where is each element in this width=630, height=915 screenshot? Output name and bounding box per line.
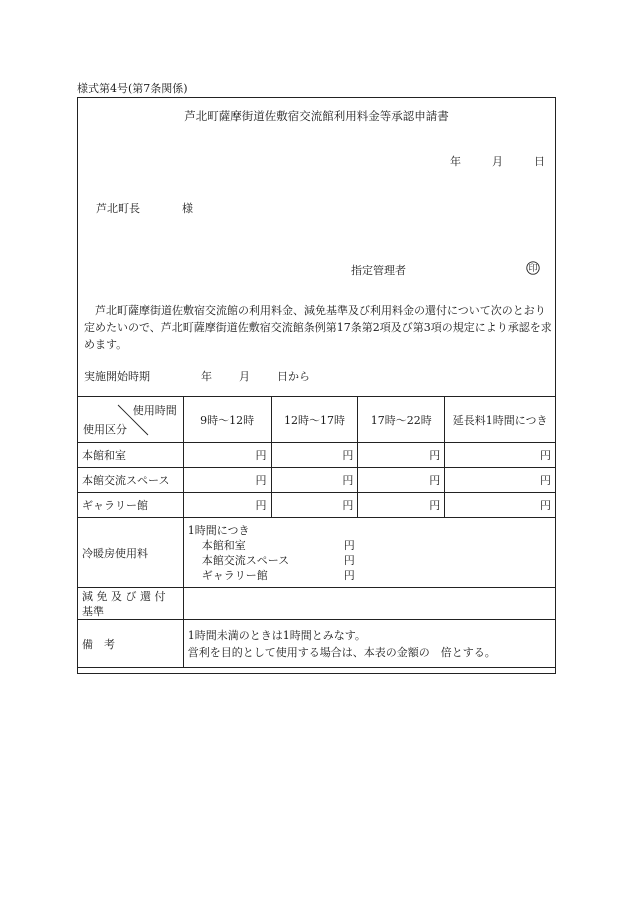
reduction-detail — [183, 588, 555, 620]
table-row — [78, 443, 556, 468]
remarks-line-2: 営利を目的として使用する場合は、本表の金額の 倍とする。 — [187, 645, 496, 659]
heating-item-name: 本館交流スペース — [201, 553, 290, 567]
form-number: 様式第4号(第7条関係) — [77, 82, 188, 95]
table-row — [78, 468, 556, 493]
reduction-row — [78, 588, 556, 620]
application-form — [77, 97, 556, 674]
heating-item-unit: 円 — [343, 568, 355, 582]
seal-text: 印 — [528, 264, 538, 275]
designated-manager-label: 指定管理者 — [351, 264, 406, 277]
per-hour-label: 1時間につき — [187, 523, 250, 537]
fee-cell: 円 — [445, 443, 556, 468]
corner-usage-category: 使用区分 — [83, 423, 127, 436]
table-row — [78, 493, 556, 518]
start-period-month: 月 — [239, 370, 250, 383]
fee-cell: 円 — [183, 468, 271, 493]
addressee-name: 芦北町長 — [96, 202, 140, 215]
fee-cell: 円 — [271, 468, 358, 493]
row-label: 本館交流スペース — [78, 468, 184, 493]
start-period-from: 日から — [277, 370, 310, 383]
list-item — [188, 538, 551, 553]
reduction-label — [78, 588, 184, 620]
column-header: 17時～22時 — [358, 397, 445, 443]
fee-cell: 円 — [358, 468, 445, 493]
row-label: 本館和室 — [78, 443, 184, 468]
heating-cooling-label: 冷暖房使用料 — [78, 518, 184, 588]
heating-cooling-row — [78, 518, 556, 588]
column-header: 9時～12時 — [183, 397, 271, 443]
heating-item-unit: 円 — [343, 553, 355, 567]
reduction-label-line2: 基準 — [82, 604, 104, 618]
reduction-label-line1: 減 免 及 び 還 付 — [82, 589, 166, 603]
fee-cell: 円 — [271, 493, 358, 518]
heating-item-name: ギャラリー館 — [201, 568, 268, 582]
fee-cell: 円 — [445, 468, 556, 493]
start-period — [84, 368, 310, 384]
request-body-text: 芦北町薩摩街道佐敷宿交流館の利用料金、減免基準及び利用料金の還付について次のとおり定めたいので、芦北町薩摩街道佐敷宿交流館条例第17条第2項及び第3項の規定により承認を求めます。 — [84, 304, 552, 351]
fee-cell: 円 — [183, 443, 271, 468]
application-date — [450, 153, 545, 169]
corner-cell — [78, 397, 184, 443]
heating-cooling-detail — [183, 518, 555, 588]
heating-item-name: 本館和室 — [201, 538, 246, 552]
fee-cell: 円 — [358, 493, 445, 518]
list-item — [188, 553, 551, 568]
list-item — [188, 568, 551, 583]
start-period-label: 実施開始時期 — [84, 370, 150, 383]
fee-cell: 円 — [445, 493, 556, 518]
date-year: 年 — [450, 155, 461, 168]
column-header: 延長料1時間につき — [445, 397, 556, 443]
remarks-line-1: 1時間未満のときは1時間とみなす。 — [187, 628, 366, 642]
date-day: 日 — [534, 155, 545, 168]
remarks-label: 備考 — [78, 620, 184, 668]
seal-mark — [526, 260, 540, 274]
row-label: ギャラリー館 — [78, 493, 184, 518]
corner-usage-time: 使用時間 — [132, 404, 177, 417]
addressee — [96, 200, 193, 216]
fee-table — [77, 396, 556, 668]
start-period-year: 年 — [201, 370, 212, 383]
heating-item-unit: 円 — [343, 538, 355, 552]
fee-cell: 円 — [183, 493, 271, 518]
addressee-honorific: 様 — [182, 202, 193, 215]
column-header: 12時～17時 — [271, 397, 358, 443]
fee-table-header — [78, 397, 556, 443]
remarks-detail — [183, 620, 555, 668]
fee-cell: 円 — [271, 443, 358, 468]
form-title: 芦北町薩摩街道佐敷宿交流館利用料金等承認申請書 — [184, 109, 449, 123]
remarks-row — [78, 620, 556, 668]
fee-cell: 円 — [358, 443, 445, 468]
date-month: 月 — [492, 155, 503, 168]
